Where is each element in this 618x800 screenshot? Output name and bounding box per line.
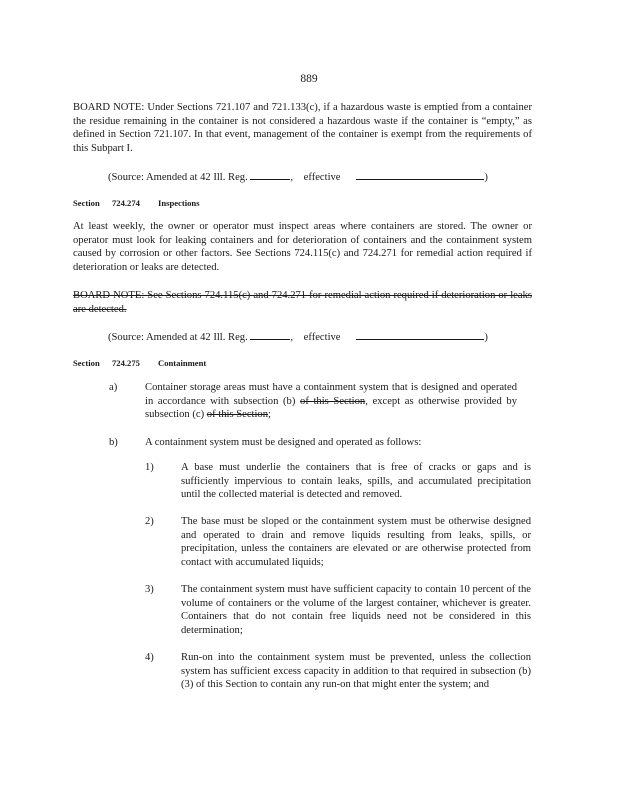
reg-volume-blank (250, 169, 290, 180)
source-comma: , (290, 172, 294, 183)
subsection-a-text (145, 381, 517, 422)
effective-date-blank (356, 329, 484, 340)
subsection-a-text-middle: , except as otherwise provided by subsection (c) (145, 395, 517, 421)
list-item-text: The base must be sloped or the containment system must be otherwise designed and operated to drain and remove liquids resulting from leaks, spills, or precipitation, unless the containers are elevated or are otherwise protected from contact with accumulated liquids; (181, 516, 531, 568)
section-724-274-heading (73, 197, 200, 211)
section-label: Section (73, 198, 100, 208)
subsection-b-label: b) (109, 437, 118, 448)
source-note-2 (108, 329, 488, 345)
subsection-a-label: a) (109, 382, 118, 393)
subsection-b-text: A containment system must be designed and operated as follows: (145, 437, 422, 448)
inspections-body: At least weekly, the owner or operator must inspect areas where containers are stored. The owner or operator must look for leaking containers and for deterioration of containers and the containment system caused by corrosion or other factors. See Sections 724.115(c) and 724.271 for remedial action required if deterioration or leaks are detected. (73, 221, 532, 273)
source-suffix: ) (484, 332, 488, 343)
source-comma: , (290, 332, 294, 343)
reg-volume-blank (250, 329, 290, 340)
section-number: 724.275 (112, 358, 140, 368)
subsection-a-text-start: Container storage areas must have a containment system that is designed and operated in accordance with subsection (b) (145, 382, 517, 407)
source-prefix: (Source: Amended at 42 Ill. Reg. (108, 172, 248, 183)
page-number: 889 (300, 73, 318, 85)
board-note-empty-container: BOARD NOTE: Under Sections 721.107 and 721.133(c), if a hazardous waste is emptied from a container the residue remaining in the container is not considered a hazardous waste if the container is “empty,” as defined in Section 721.107. In that event, management of the container is exempt from the requirements of this Subpart I. (73, 102, 532, 154)
subsection-a-text-end: ; (268, 409, 271, 421)
struck-of-this-section: of this Section (206, 409, 269, 421)
effective-date-blank (356, 169, 484, 180)
source-suffix: ) (484, 172, 488, 183)
section-label: Section (73, 358, 100, 368)
section-724-275-heading (73, 357, 206, 371)
source-note-1 (108, 169, 488, 185)
list-item-text: A base must underlie the containers that is free of cracks or gaps and is sufficiently impervious to contain leaks, spills, and accumulated precipitation until the collected material is detected and removed. (181, 462, 531, 501)
section-title: Containment (158, 358, 207, 368)
source-effective: effective (303, 332, 341, 343)
list-item-text: Run-on into the containment system must be prevented, unless the collection system has sufficient excess capacity in addition to that required in subsection (b)(3) of this Section to contain any run-on that might enter the system; and (181, 652, 531, 691)
list-item-text: The containment system must have sufficient capacity to contain 10 percent of the volume of containers or the volume of the largest container, whichever is greater. Containers that do not contain free liquids need not be considered in this determination; (181, 584, 531, 636)
source-effective: effective (303, 172, 341, 183)
list-item-label: 4) (145, 652, 154, 663)
struck-board-note: BOARD NOTE: See Sections 724.115(c) and 724.271 for remedial action required if deterioration or leaks are detected. (73, 290, 532, 315)
section-number: 724.274 (112, 198, 140, 208)
struck-of-this-section: of this Section (300, 395, 366, 407)
list-item-label: 1) (145, 462, 154, 473)
source-prefix: (Source: Amended at 42 Ill. Reg. (108, 332, 248, 343)
list-item-label: 3) (145, 584, 154, 595)
list-item-label: 2) (145, 516, 154, 527)
section-title: Inspections (158, 198, 200, 208)
